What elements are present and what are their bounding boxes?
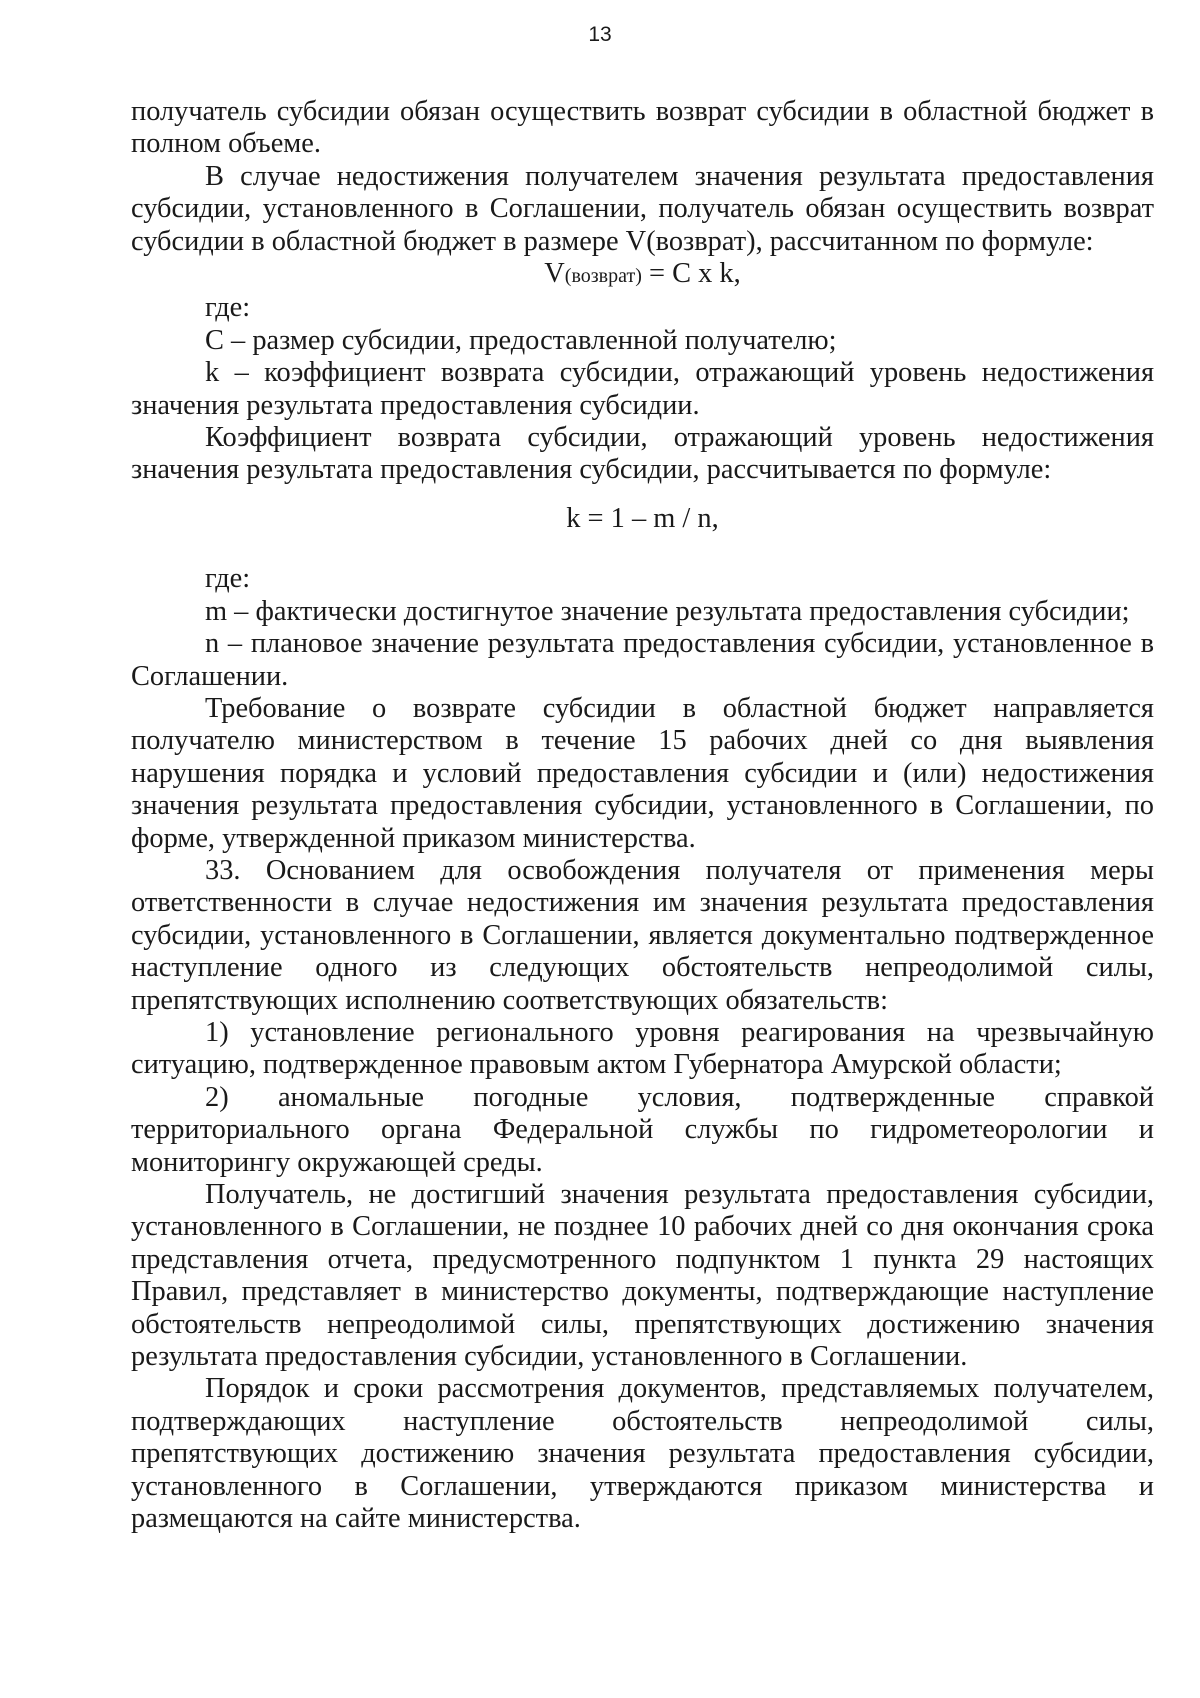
definition-k: k – коэффициент возврата субсидии, отражающий уровень недостижения значения результата предоставления субсидии. — [131, 357, 1154, 421]
definition-m: m – фактически достигнутое значение результата предоставления субсидии; — [205, 595, 1130, 627]
page-number: 13 — [588, 23, 612, 46]
paragraph-requirement: Требование о возврате субсидии в областной бюджет направляется получателю министерством в течение 15 рабочих дней со дня выявления нарушения порядка и условий предоставления субсидии и (или) недостижения значения результата предоставления субсидии, установленного в Соглашении, по форме, утвержденной приказом министерства. — [131, 692, 1154, 854]
paragraph-coefficient: Коэффициент возврата субсидии, отражающий уровень недостижения значения результата предоставления субсидии, рассчитывается по формуле: — [131, 422, 1154, 486]
paragraph-recipient: Получатель, не достигший значения результата предоставления субсидии, установленного в Соглашении, не позднее 10 рабочих дней со дня окончания срока представления отчета, предусмотренного подпунктом 1 пункта 29 настоящих Правил, представляет в министерство документы, подтверждающие наступление обстоятельств непреодолимой силы, препятствующих достижению значения результата предоставления субсидии, установленного в Соглашении. — [131, 1179, 1154, 1373]
paragraph-procedure: Порядок и сроки рассмотрения документов, представляемых получателем, подтверждающих наступление обстоятельств непреодолимой силы, препятствующих достижению значения результата предоставления субсидии, установленного в Соглашении, утверждаются приказом министерства и размещаются на сайте министерства. — [131, 1373, 1154, 1535]
where-label-2: где: — [205, 563, 251, 595]
document-body — [131, 96, 1154, 1535]
formula-rhs: = C x k, — [641, 258, 741, 290]
list-item-1: 1) установление регионального уровня реагирования на чрезвычайную ситуацию, подтвержденное правовым актом Губернатора Амурской области; — [131, 1016, 1154, 1081]
formula-v: V — [544, 258, 565, 290]
paragraph-item-33: 33. Основанием для освобождения получателя от применения меры ответственности в случае недостижения им значения результата предоставления субсидии, установленного в Соглашении, является документально подтвержденное наступление одного из следующих обстоятельств непреодолимой силы, препятствующих исполнению соответствующих обязательств: — [131, 854, 1154, 1016]
formula-return-volume — [131, 258, 1154, 292]
paragraph-non-achievement: В случае недостижения получателем значения результата предоставления субсидии, установленного в Соглашении, получатель обязан осуществить возврат субсидии в областной бюджет в размере V(возврат), рассчитанном по формуле: — [131, 160, 1154, 257]
where-label: где: — [205, 292, 251, 324]
paragraph-return-full: получатель субсидии обязан осуществить возврат субсидии в областной бюджет в полном объеме. — [131, 96, 1154, 160]
formula-v-subscript: (возврат) — [564, 265, 642, 288]
definition-c: C – размер субсидии, предоставленной получателю; — [205, 324, 837, 356]
formula-coefficient: k = 1 – m / n, — [566, 502, 719, 534]
definition-n: n – плановое значение результата предоставления субсидии, установленное в Соглашении. — [131, 628, 1154, 692]
list-item-2: 2) аномальные погодные условия, подтвержденные справкой территориального органа Федеральной службы по гидрометеорологии и мониторингу окружающей среды. — [131, 1081, 1154, 1178]
